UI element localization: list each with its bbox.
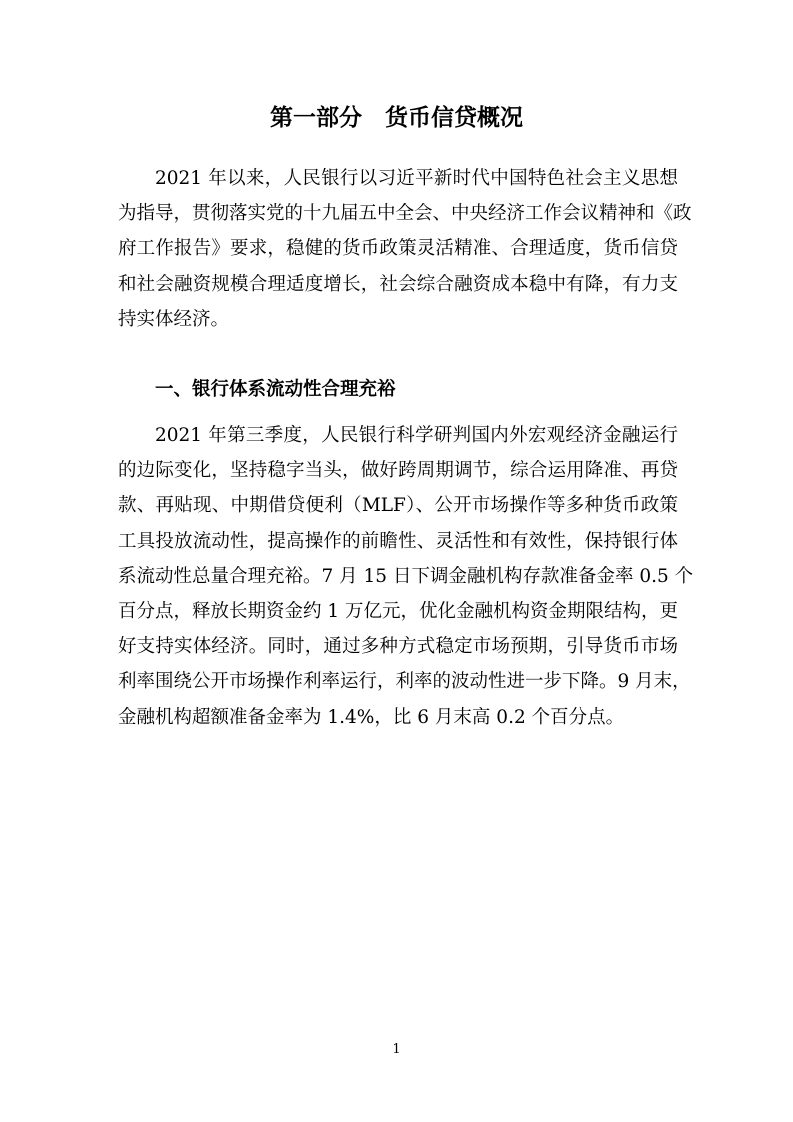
section-paragraph — [118, 418, 694, 735]
section-line: 好支持实体经济。同时，通过多种方式稳定市场预期，引导货币市场 — [118, 636, 678, 658]
section-heading: 一、银行体系流动性合理充裕 — [155, 379, 396, 400]
section-line: 工具投放流动性，提高操作的前瞻性、灵活性和有效性，保持银行体 — [118, 530, 678, 552]
section-line: 利率围绕公开市场操作利率运行，利率的波动性进一步下降。9 月末， — [118, 671, 691, 693]
section-line: 百分点，释放长期资金约 1 万亿元，优化金融机构资金期限结构，更 — [118, 600, 679, 622]
page-title: 第一部分 货币信贷概况 — [270, 105, 523, 131]
intro-line: 府工作报告》要求，稳健的货币政策灵活精准、合理适度，货币信贷 — [118, 238, 678, 260]
section-line: 的边际变化，坚持稳字当头，做好跨周期调节，综合运用降准、再贷 — [118, 460, 678, 482]
intro-paragraph — [118, 161, 692, 337]
section-line: 款、再贴现、中期借贷便利（MLF）、公开市场操作等多种货币政策 — [118, 495, 678, 517]
intro-line: 2021 年以来，人民银行以习近平新时代中国特色社会主义思想 — [155, 168, 678, 189]
page-number: 1 — [392, 1042, 401, 1057]
section-line: 2021 年第三季度，人民银行科学研判国内外宏观经济金融运行 — [155, 425, 678, 446]
section-line: 金融机构超额准备金率为 1.4%，比 6 月末高 0.2 个百分点。 — [118, 706, 625, 728]
intro-line: 为指导，贯彻落实党的十九届五中全会、中央经济工作会议精神和《政 — [118, 203, 692, 225]
intro-line: 和社会融资规模合理适度增长，社会综合融资成本稳中有降，有力支 — [118, 273, 678, 295]
intro-line: 持实体经济。 — [118, 308, 230, 330]
section-line: 系流动性总量合理充裕。7 月 15 日下调金融机构存款准备金率 0.5 个 — [118, 565, 694, 587]
